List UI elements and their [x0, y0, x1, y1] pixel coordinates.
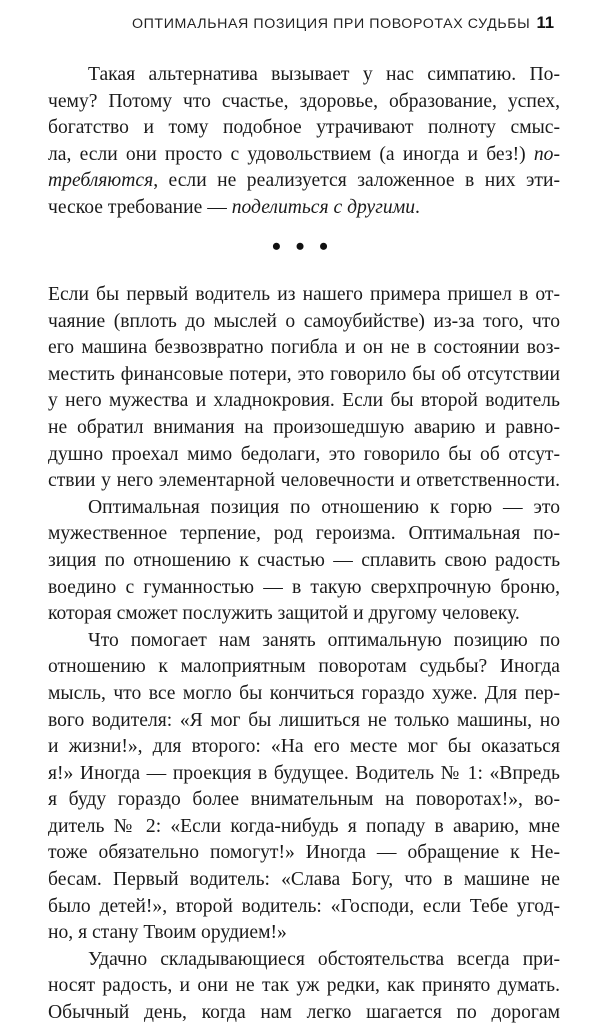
text-line: носят радость, и они не так уж редки, как принято думать. [48, 975, 560, 997]
text-line: дитель № 2: «Если когда-нибудь я попаду в аварию, мне [48, 815, 560, 837]
text-line: бесам. Первый водитель: «Слава Богу, что в машине не [48, 869, 560, 891]
text-line: душно проехал мимо бедолаги, это говорило бы об отсут- [48, 443, 560, 465]
text-line: которая сможет послужить защитой и другому человеку. [48, 603, 520, 625]
text-line: мысль, что все могло бы кончиться гораздо хуже. Для пер- [48, 682, 560, 704]
paragraph-alternative [48, 62, 560, 222]
italic-fragment: поделиться с другими [231, 196, 415, 218]
text-line: его машина безвозвратно погибла и он не в состоянии воз- [48, 337, 560, 359]
text-line: мужественное терпение, род героизма. Оптимальная по- [48, 523, 560, 545]
text-line: Такая альтернатива вызывает у нас симпатию. По- [88, 64, 560, 85]
text-line: было детей!», второй водитель: «Господи, если Тебе угод- [48, 895, 560, 917]
text-line: вого водителя: «Я мог бы лишиться не только машины, но [48, 709, 560, 731]
paragraph-drivers [48, 282, 560, 1027]
text-line: я!» Иногда — проекция в будущее. Водитель № 1: «Впредь [48, 762, 560, 784]
text-line: ствии у него элементарной человечности и ответственности. [48, 470, 560, 492]
page-number: 11 [536, 14, 554, 32]
italic-fragment: по- [533, 143, 560, 165]
section-separator: • • • [271, 232, 333, 261]
text-fragment: . [415, 196, 420, 218]
text-line [48, 168, 560, 195]
text-line: воедино с гуманностью — в такую сверхпрочную броню, [48, 576, 560, 598]
text-line: Что помогает нам занять оптимальную позицию по [88, 629, 560, 651]
text-line: и жизни!», для второго: «На его месте мог бы оказаться [48, 736, 560, 758]
text-line: тоже обязательно помогут!» Иногда — обращение к Не- [48, 842, 560, 864]
text-line [48, 142, 560, 169]
text-line: не обратил внимания на произошедшую аварию и равно- [48, 416, 560, 438]
text-line: Удачно складывающиеся обстоятельства всегда при- [88, 948, 560, 970]
text-fragment: ла, если они просто с удовольствием (а иногда и без!) [48, 143, 526, 165]
text-line: местить финансовые потери, это говорило бы об отсутствии [48, 363, 560, 385]
text-line: у него мужества и хладнокровия. Если бы второй водитель [48, 390, 560, 412]
italic-fragment: требляются [48, 170, 154, 192]
text-line: но, я стану Твоим орудием!» [48, 922, 287, 944]
text-line: чаяние (вплоть до мыслей о самоубийстве) из-за того, что [48, 310, 560, 332]
text-line [48, 195, 560, 222]
text-fragment: , если не реализуется заложенное в них эти- [153, 170, 560, 192]
text-line: Если бы первый водитель из нашего примера пришел в от- [48, 284, 560, 305]
text-line: зиция по отношению к счастью — сплавить свою радость [48, 549, 560, 571]
text-line: я буду гораздо более внимательным на поворотах!», во- [48, 789, 560, 811]
text-line: Обычный день, когда нам легко шагается по дорогам [48, 1002, 560, 1024]
running-title: ОПТИМАЛЬНАЯ ПОЗИЦИЯ ПРИ ПОВОРОТАХ СУДЬБЫ [132, 16, 531, 32]
text-fragment: ческое требование — [48, 196, 232, 218]
text-line: Оптимальная позиция по отношению к горю — это [88, 496, 560, 518]
text-line: отношению к малоприятным поворотам судьбы? Иногда [48, 656, 560, 678]
text-line: чему? Потому что счастье, здоровье, образование, успех, [48, 90, 560, 112]
text-line: богатство и тому подобное утрачивают полноту смыс- [48, 117, 560, 139]
